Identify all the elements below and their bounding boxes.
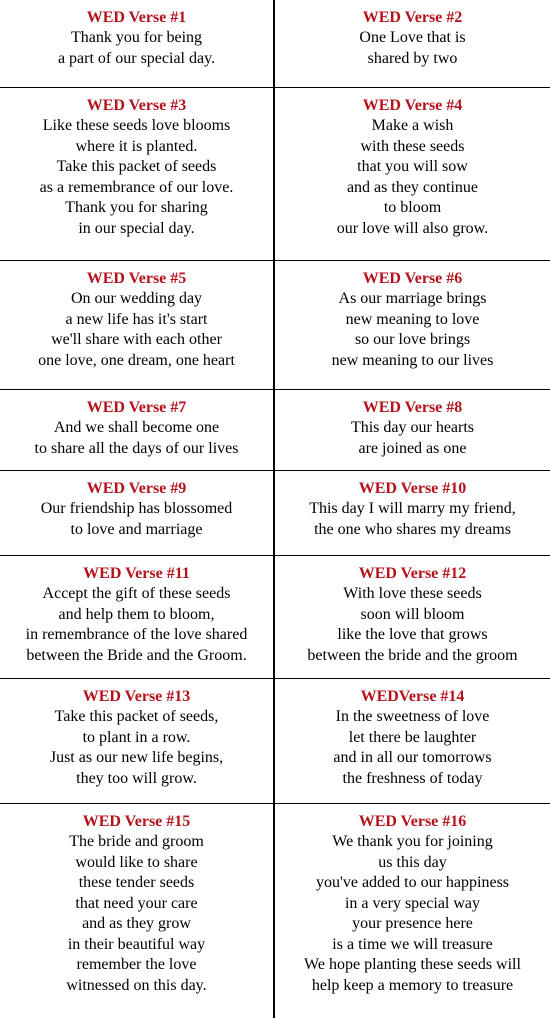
verse-title: WED Verse #11 bbox=[83, 565, 190, 582]
verse-line: to bloom bbox=[383, 199, 442, 216]
verse-line: and in all our tomorrows bbox=[333, 749, 492, 766]
verse-line: Like these seeds love blooms bbox=[42, 117, 231, 134]
verse-line: Just as our new life begins, bbox=[49, 749, 224, 766]
verse-line: help keep a memory to treasure bbox=[311, 976, 514, 994]
verse-title: WED Verse #7 bbox=[86, 399, 187, 416]
verse-line: soon will bloom bbox=[360, 605, 465, 623]
verse-line: in remembrance of the love shared bbox=[25, 626, 248, 643]
verse-line: new meaning to our lives bbox=[331, 351, 494, 369]
verse-line: to share all the days of our lives bbox=[34, 439, 239, 457]
verse-line: with these seeds bbox=[360, 137, 465, 155]
verse-title: WED Verse #4 bbox=[362, 97, 463, 114]
verse-line: one love, one dream, one heart bbox=[38, 351, 235, 369]
verse-title: WED Verse #6 bbox=[362, 270, 463, 287]
verse-line: are joined as one bbox=[358, 439, 467, 457]
verse-card-3 bbox=[0, 88, 273, 239]
verse-line: to plant in a row. bbox=[82, 728, 191, 746]
verse-title: WED Verse #2 bbox=[362, 9, 463, 26]
verse-line: these tender seeds bbox=[78, 874, 195, 891]
verse-line: new meaning to love bbox=[345, 310, 480, 328]
verse-line: you've added to our happiness bbox=[315, 874, 510, 891]
verse-line: witnessed on this day. bbox=[66, 976, 207, 994]
verse-card-10 bbox=[275, 471, 550, 540]
verse-line: as a remembrance of our love. bbox=[39, 178, 234, 196]
verse-title: WED Verse #5 bbox=[86, 270, 187, 287]
verse-line: would like to share bbox=[75, 853, 198, 871]
verse-card-5 bbox=[0, 261, 273, 371]
verse-line: and as they grow bbox=[82, 915, 191, 932]
verse-card-16 bbox=[275, 804, 550, 996]
verse-title: WED Verse #1 bbox=[86, 9, 187, 26]
verse-line: in our special day. bbox=[78, 219, 195, 237]
verse-card-14 bbox=[275, 679, 550, 789]
verse-line: a part of our special day. bbox=[57, 49, 216, 67]
verse-line: One Love that is bbox=[359, 29, 466, 46]
verse-line: the freshness of today bbox=[342, 769, 483, 787]
verse-card-12 bbox=[275, 556, 550, 666]
verse-title: WED Verse #8 bbox=[362, 399, 463, 416]
verse-card-2 bbox=[275, 0, 550, 69]
verse-line: and help them to bloom, bbox=[58, 605, 215, 623]
verse-card-13 bbox=[0, 679, 273, 789]
verse-line: Take this packet of seeds bbox=[56, 158, 217, 175]
verse-line: where it is planted. bbox=[75, 137, 198, 155]
verse-line: shared by two bbox=[367, 49, 458, 67]
verse-title: WED Verse #9 bbox=[86, 480, 187, 497]
verse-line: that need your care bbox=[75, 894, 198, 912]
verse-line: let there be laughter bbox=[348, 728, 477, 746]
verse-card-6 bbox=[275, 261, 550, 371]
verse-line: so our love brings bbox=[354, 331, 471, 348]
verse-line: This day I will marry my friend, bbox=[309, 500, 516, 517]
verse-card-1 bbox=[0, 0, 273, 69]
verse-title: WED Verse #10 bbox=[358, 480, 467, 497]
verse-line: remember the love bbox=[76, 956, 197, 973]
verse-line: On our wedding day bbox=[70, 290, 203, 307]
verse-line: in a very special way bbox=[344, 894, 481, 912]
verse-card-9 bbox=[0, 471, 273, 540]
verse-card-7 bbox=[0, 390, 273, 459]
verse-line: We thank you for joining bbox=[332, 833, 493, 850]
verse-line: This day our hearts bbox=[350, 419, 475, 436]
verse-title: WED Verse #16 bbox=[358, 813, 467, 830]
verse-card-4 bbox=[275, 88, 550, 239]
verse-card-8 bbox=[275, 390, 550, 459]
verse-line: And we shall become one bbox=[53, 419, 220, 436]
verse-line: The bride and groom bbox=[69, 833, 204, 850]
verse-line: Thank you for sharing bbox=[65, 199, 208, 216]
verse-line: like the love that grows bbox=[337, 626, 488, 643]
verse-line: Our friendship has blossomed bbox=[40, 500, 233, 517]
verse-line: Thank you for being bbox=[70, 29, 203, 46]
verse-line: our love will also grow. bbox=[336, 219, 489, 237]
verse-title: WED Verse #3 bbox=[86, 97, 187, 114]
verse-title: WED Verse #13 bbox=[82, 688, 191, 705]
verse-line: is a time we will treasure bbox=[332, 935, 493, 953]
verse-card-11 bbox=[0, 556, 273, 666]
verse-line: Make a wish bbox=[371, 117, 454, 134]
verse-line: to love and marriage bbox=[70, 520, 203, 538]
verse-title: WEDVerse #14 bbox=[360, 688, 465, 705]
verse-line: We hope planting these seeds will bbox=[304, 956, 521, 973]
verse-line: we'll share with each other bbox=[51, 331, 222, 348]
verse-line: the one who shares my dreams bbox=[314, 520, 511, 538]
verse-line: between the bride and the groom bbox=[307, 646, 518, 664]
verse-line: and as they continue bbox=[346, 178, 479, 196]
verse-line: that you will sow bbox=[357, 158, 468, 175]
verse-card-15 bbox=[0, 804, 273, 996]
verse-line: a new life has it's start bbox=[65, 310, 208, 328]
verse-title: WED Verse #12 bbox=[358, 565, 467, 582]
verse-line: With love these seeds bbox=[343, 585, 482, 602]
verse-title: WED Verse #15 bbox=[82, 813, 191, 830]
verse-line: your presence here bbox=[352, 915, 473, 932]
verse-line: in their beautiful way bbox=[67, 935, 206, 953]
verse-line: us this day bbox=[378, 853, 447, 871]
verse-line: Take this packet of seeds, bbox=[54, 708, 219, 725]
verse-line: they too will grow. bbox=[76, 769, 197, 787]
verse-line: As our marriage brings bbox=[338, 290, 487, 307]
verse-line: In the sweetness of love bbox=[335, 708, 490, 725]
verse-line: Accept the gift of these seeds bbox=[42, 585, 231, 602]
verse-line: between the Bride and the Groom. bbox=[26, 646, 247, 664]
